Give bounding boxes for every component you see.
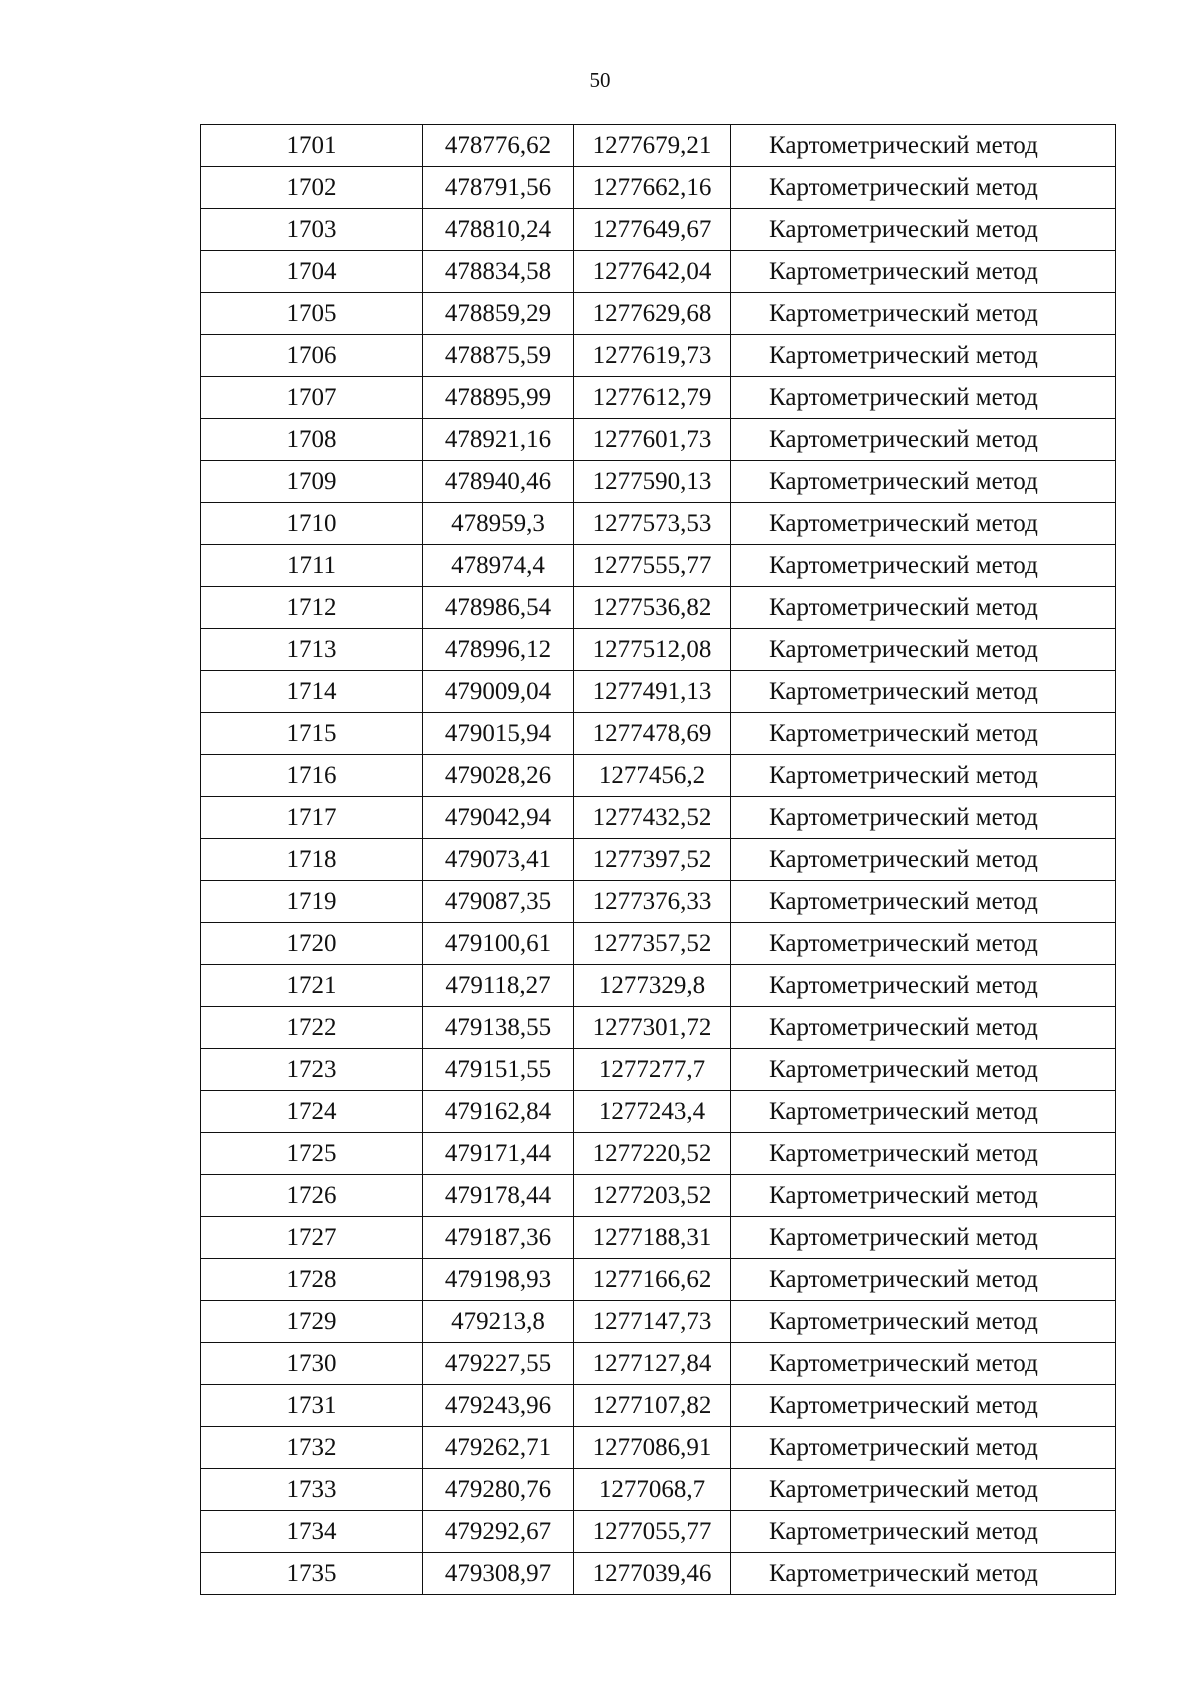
table-row <box>201 1091 1116 1133</box>
x-coordinate-cell: 478921,16 <box>423 419 574 461</box>
point-number-cell: 1707 <box>201 377 423 419</box>
table-row <box>201 965 1116 1007</box>
x-coordinate-cell: 479073,41 <box>423 839 574 881</box>
table-row <box>201 1175 1116 1217</box>
x-coordinate-cell: 478859,29 <box>423 293 574 335</box>
table-row <box>201 1553 1116 1595</box>
point-number-cell: 1729 <box>201 1301 423 1343</box>
method-cell: Картометрический метод <box>731 755 1116 797</box>
y-coordinate-cell: 1277456,2 <box>574 755 731 797</box>
x-coordinate-cell: 479118,27 <box>423 965 574 1007</box>
y-coordinate-cell: 1277301,72 <box>574 1007 731 1049</box>
method-cell: Картометрический метод <box>731 1133 1116 1175</box>
x-coordinate-cell: 479262,71 <box>423 1427 574 1469</box>
x-coordinate-cell: 479171,44 <box>423 1133 574 1175</box>
y-coordinate-cell: 1277203,52 <box>574 1175 731 1217</box>
x-coordinate-cell: 479243,96 <box>423 1385 574 1427</box>
table-row <box>201 335 1116 377</box>
y-coordinate-cell: 1277068,7 <box>574 1469 731 1511</box>
y-coordinate-cell: 1277107,82 <box>574 1385 731 1427</box>
y-coordinate-cell: 1277679,21 <box>574 125 731 167</box>
point-number-cell: 1728 <box>201 1259 423 1301</box>
y-coordinate-cell: 1277277,7 <box>574 1049 731 1091</box>
method-cell: Картометрический метод <box>731 1217 1116 1259</box>
y-coordinate-cell: 1277601,73 <box>574 419 731 461</box>
method-cell: Картометрический метод <box>731 1049 1116 1091</box>
x-coordinate-cell: 479308,97 <box>423 1553 574 1595</box>
x-coordinate-cell: 478895,99 <box>423 377 574 419</box>
x-coordinate-cell: 478810,24 <box>423 209 574 251</box>
method-cell: Картометрический метод <box>731 1175 1116 1217</box>
coordinates-table-body <box>201 125 1116 1595</box>
table-row <box>201 545 1116 587</box>
y-coordinate-cell: 1277376,33 <box>574 881 731 923</box>
table-row <box>201 839 1116 881</box>
x-coordinate-cell: 479138,55 <box>423 1007 574 1049</box>
x-coordinate-cell: 479187,36 <box>423 1217 574 1259</box>
x-coordinate-cell: 478996,12 <box>423 629 574 671</box>
y-coordinate-cell: 1277536,82 <box>574 587 731 629</box>
table-row <box>201 377 1116 419</box>
table-row <box>201 125 1116 167</box>
method-cell: Картометрический метод <box>731 629 1116 671</box>
table-row <box>201 1301 1116 1343</box>
method-cell: Картометрический метод <box>731 1007 1116 1049</box>
y-coordinate-cell: 1277662,16 <box>574 167 731 209</box>
point-number-cell: 1708 <box>201 419 423 461</box>
table-row <box>201 881 1116 923</box>
y-coordinate-cell: 1277397,52 <box>574 839 731 881</box>
x-coordinate-cell: 478875,59 <box>423 335 574 377</box>
y-coordinate-cell: 1277619,73 <box>574 335 731 377</box>
point-number-cell: 1711 <box>201 545 423 587</box>
point-number-cell: 1734 <box>201 1511 423 1553</box>
y-coordinate-cell: 1277188,31 <box>574 1217 731 1259</box>
table-row <box>201 1217 1116 1259</box>
x-coordinate-cell: 478834,58 <box>423 251 574 293</box>
y-coordinate-cell: 1277055,77 <box>574 1511 731 1553</box>
method-cell: Картометрический метод <box>731 167 1116 209</box>
method-cell: Картометрический метод <box>731 1385 1116 1427</box>
table-row <box>201 251 1116 293</box>
y-coordinate-cell: 1277642,04 <box>574 251 731 293</box>
point-number-cell: 1718 <box>201 839 423 881</box>
x-coordinate-cell: 479178,44 <box>423 1175 574 1217</box>
y-coordinate-cell: 1277478,69 <box>574 713 731 755</box>
table-row <box>201 797 1116 839</box>
y-coordinate-cell: 1277329,8 <box>574 965 731 1007</box>
x-coordinate-cell: 479028,26 <box>423 755 574 797</box>
point-number-cell: 1730 <box>201 1343 423 1385</box>
table-row <box>201 293 1116 335</box>
x-coordinate-cell: 479151,55 <box>423 1049 574 1091</box>
table-row <box>201 713 1116 755</box>
method-cell: Картометрический метод <box>731 1259 1116 1301</box>
method-cell: Картометрический метод <box>731 503 1116 545</box>
method-cell: Картометрический метод <box>731 1469 1116 1511</box>
table-row <box>201 1427 1116 1469</box>
point-number-cell: 1731 <box>201 1385 423 1427</box>
x-coordinate-cell: 479292,67 <box>423 1511 574 1553</box>
x-coordinate-cell: 478776,62 <box>423 125 574 167</box>
method-cell: Картометрический метод <box>731 293 1116 335</box>
point-number-cell: 1705 <box>201 293 423 335</box>
method-cell: Картометрический метод <box>731 461 1116 503</box>
table-row <box>201 629 1116 671</box>
x-coordinate-cell: 479280,76 <box>423 1469 574 1511</box>
method-cell: Картометрический метод <box>731 251 1116 293</box>
method-cell: Картометрический метод <box>731 209 1116 251</box>
method-cell: Картометрический метод <box>731 881 1116 923</box>
y-coordinate-cell: 1277432,52 <box>574 797 731 839</box>
point-number-cell: 1723 <box>201 1049 423 1091</box>
method-cell: Картометрический метод <box>731 587 1116 629</box>
table-row <box>201 1007 1116 1049</box>
method-cell: Картометрический метод <box>731 419 1116 461</box>
table-row <box>201 419 1116 461</box>
point-number-cell: 1709 <box>201 461 423 503</box>
table-row <box>201 587 1116 629</box>
point-number-cell: 1717 <box>201 797 423 839</box>
point-number-cell: 1722 <box>201 1007 423 1049</box>
point-number-cell: 1725 <box>201 1133 423 1175</box>
y-coordinate-cell: 1277649,67 <box>574 209 731 251</box>
point-number-cell: 1719 <box>201 881 423 923</box>
method-cell: Картометрический метод <box>731 1091 1116 1133</box>
point-number-cell: 1714 <box>201 671 423 713</box>
point-number-cell: 1715 <box>201 713 423 755</box>
y-coordinate-cell: 1277039,46 <box>574 1553 731 1595</box>
x-coordinate-cell: 479227,55 <box>423 1343 574 1385</box>
point-number-cell: 1726 <box>201 1175 423 1217</box>
x-coordinate-cell: 479087,35 <box>423 881 574 923</box>
y-coordinate-cell: 1277086,91 <box>574 1427 731 1469</box>
y-coordinate-cell: 1277220,52 <box>574 1133 731 1175</box>
point-number-cell: 1712 <box>201 587 423 629</box>
table-row <box>201 1511 1116 1553</box>
method-cell: Картометрический метод <box>731 1553 1116 1595</box>
y-coordinate-cell: 1277590,13 <box>574 461 731 503</box>
y-coordinate-cell: 1277127,84 <box>574 1343 731 1385</box>
point-number-cell: 1710 <box>201 503 423 545</box>
point-number-cell: 1735 <box>201 1553 423 1595</box>
x-coordinate-cell: 478791,56 <box>423 167 574 209</box>
point-number-cell: 1704 <box>201 251 423 293</box>
method-cell: Картометрический метод <box>731 671 1116 713</box>
method-cell: Картометрический метод <box>731 1511 1116 1553</box>
y-coordinate-cell: 1277166,62 <box>574 1259 731 1301</box>
y-coordinate-cell: 1277612,79 <box>574 377 731 419</box>
point-number-cell: 1720 <box>201 923 423 965</box>
table-row <box>201 923 1116 965</box>
method-cell: Картометрический метод <box>731 1301 1116 1343</box>
y-coordinate-cell: 1277243,4 <box>574 1091 731 1133</box>
x-coordinate-cell: 479015,94 <box>423 713 574 755</box>
method-cell: Картометрический метод <box>731 335 1116 377</box>
table-row <box>201 671 1116 713</box>
y-coordinate-cell: 1277629,68 <box>574 293 731 335</box>
method-cell: Картометрический метод <box>731 797 1116 839</box>
point-number-cell: 1702 <box>201 167 423 209</box>
point-number-cell: 1721 <box>201 965 423 1007</box>
x-coordinate-cell: 479198,93 <box>423 1259 574 1301</box>
method-cell: Картометрический метод <box>731 1343 1116 1385</box>
x-coordinate-cell: 479042,94 <box>423 797 574 839</box>
page-number: 50 <box>589 68 611 92</box>
table-row <box>201 1385 1116 1427</box>
point-number-cell: 1732 <box>201 1427 423 1469</box>
x-coordinate-cell: 478959,3 <box>423 503 574 545</box>
x-coordinate-cell: 478940,46 <box>423 461 574 503</box>
table-row <box>201 1259 1116 1301</box>
table-row <box>201 1469 1116 1511</box>
method-cell: Картометрический метод <box>731 1427 1116 1469</box>
x-coordinate-cell: 479009,04 <box>423 671 574 713</box>
point-number-cell: 1724 <box>201 1091 423 1133</box>
coordinates-table <box>200 124 1116 1595</box>
point-number-cell: 1713 <box>201 629 423 671</box>
table-row <box>201 1133 1116 1175</box>
point-number-cell: 1733 <box>201 1469 423 1511</box>
method-cell: Картометрический метод <box>731 713 1116 755</box>
point-number-cell: 1706 <box>201 335 423 377</box>
method-cell: Картометрический метод <box>731 923 1116 965</box>
x-coordinate-cell: 479100,61 <box>423 923 574 965</box>
method-cell: Картометрический метод <box>731 839 1116 881</box>
x-coordinate-cell: 479162,84 <box>423 1091 574 1133</box>
point-number-cell: 1701 <box>201 125 423 167</box>
y-coordinate-cell: 1277512,08 <box>574 629 731 671</box>
point-number-cell: 1703 <box>201 209 423 251</box>
table-row <box>201 1343 1116 1385</box>
x-coordinate-cell: 478986,54 <box>423 587 574 629</box>
y-coordinate-cell: 1277573,53 <box>574 503 731 545</box>
method-cell: Картометрический метод <box>731 545 1116 587</box>
y-coordinate-cell: 1277357,52 <box>574 923 731 965</box>
point-number-cell: 1716 <box>201 755 423 797</box>
table-row <box>201 209 1116 251</box>
method-cell: Картометрический метод <box>731 125 1116 167</box>
y-coordinate-cell: 1277147,73 <box>574 1301 731 1343</box>
table-row <box>201 503 1116 545</box>
table-row <box>201 755 1116 797</box>
y-coordinate-cell: 1277491,13 <box>574 671 731 713</box>
method-cell: Картометрический метод <box>731 377 1116 419</box>
x-coordinate-cell: 478974,4 <box>423 545 574 587</box>
table-row <box>201 1049 1116 1091</box>
y-coordinate-cell: 1277555,77 <box>574 545 731 587</box>
method-cell: Картометрический метод <box>731 965 1116 1007</box>
table-row <box>201 167 1116 209</box>
x-coordinate-cell: 479213,8 <box>423 1301 574 1343</box>
point-number-cell: 1727 <box>201 1217 423 1259</box>
table-row <box>201 461 1116 503</box>
